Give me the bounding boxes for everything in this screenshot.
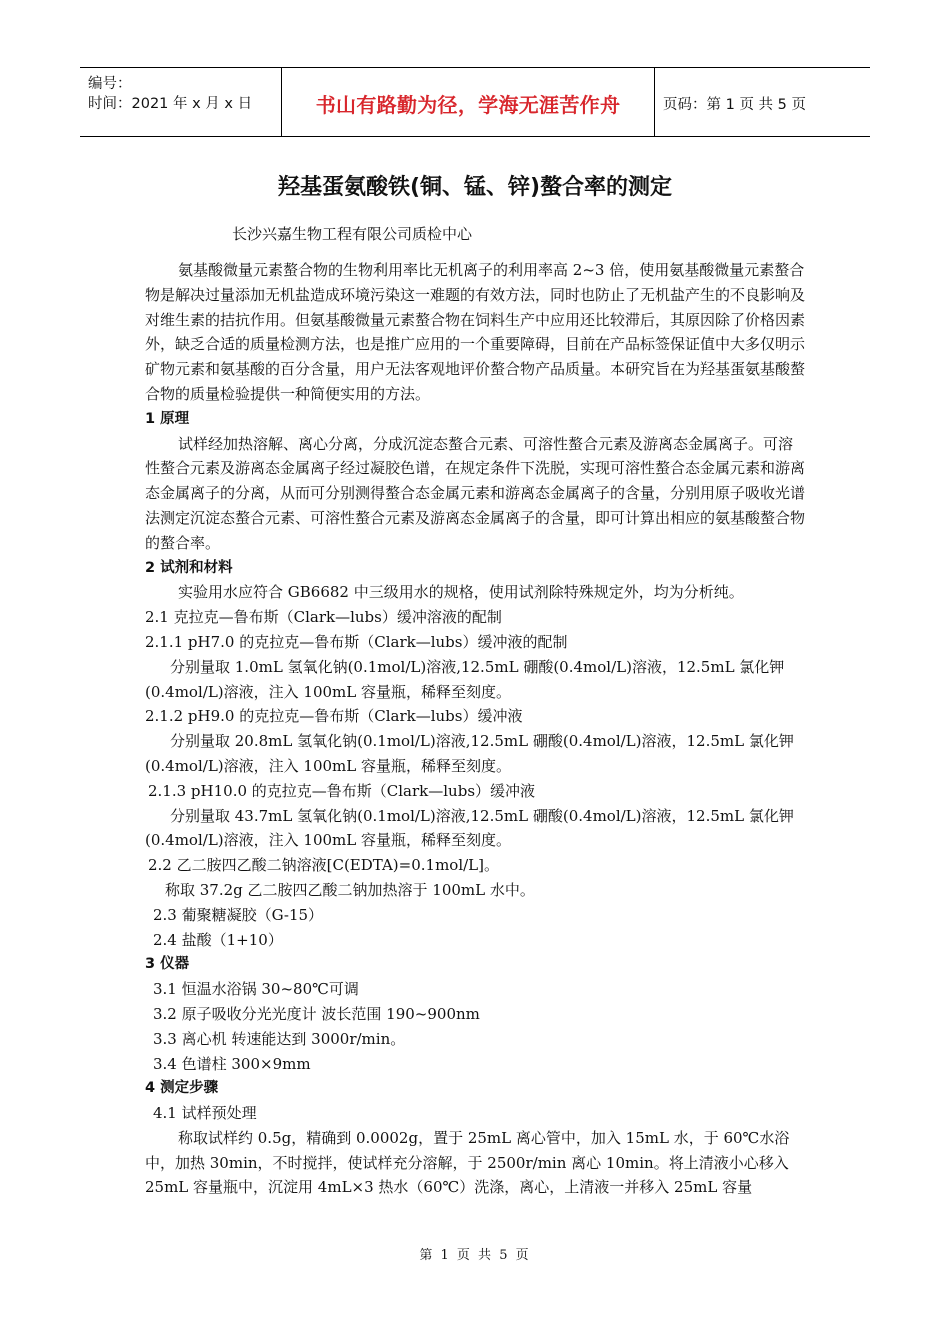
list-item: 3.4 色谱柱 300×9mm: [153, 1054, 311, 1073]
section-heading: 3 仪器: [145, 956, 190, 973]
subsection-heading: 2.1 克拉克—鲁布斯（Clark—lubs）缓冲溶液的配制: [145, 608, 502, 627]
subsection-heading: 2.1.3 pH10.0 的克拉克—鲁布斯（Clark—lubs）缓冲液: [148, 781, 536, 800]
section-heading: 4 测定步骤: [145, 1080, 219, 1097]
paragraph: 分别量取 1.0mL 氢氧化钠(0.1mol/L)溶液,12.5mL 硼酸(0.4mol/L)溶液，12.5mL 氯化钾(0.4mol/L)溶液，注入 100mL 容量瓶，稀释至刻度。: [145, 657, 785, 701]
paragraph: 称取 37.2g 乙二胺四乙酸二钠加热溶于 100mL 水中。: [165, 880, 535, 899]
subsection-heading: 2.3 葡聚糖凝胶（G-15）: [153, 905, 324, 924]
paragraph: 分别量取 43.7mL 氢氧化钠(0.1mol/L)溶液,12.5mL 硼酸(0.4mol/L)溶液，12.5mL 氯化钾(0.4mol/L)溶液，注入 100mL 容量瓶，稀释至刻度。: [145, 806, 794, 850]
subsection-heading: 2.2 乙二胺四乙酸二钠溶液[C(EDTA)=0.1mol/L]。: [148, 856, 499, 875]
author-line: 长沙兴嘉生物工程有限公司质检中心: [232, 225, 473, 243]
list-item: 3.3 离心机 转速能达到 3000r/min。: [153, 1029, 406, 1048]
subsection-heading: 4.1 试样预处理: [153, 1104, 257, 1123]
subsection-heading: 2.4 盐酸（1+10）: [153, 930, 283, 949]
list-item: 3.2 原子吸收分光光度计 波长范围 190~900nm: [153, 1004, 480, 1023]
paragraph: 分别量取 20.8mL 氢氧化钠(0.1mol/L)溶液,12.5mL 硼酸(0.4mol/L)溶液，12.5mL 氯化钾(0.4mol/L)溶液，注入 100mL 容量瓶，稀释至刻度。: [145, 732, 794, 775]
header-motto-cell: [282, 68, 655, 136]
time-label: 时间：2021 年 x 月 x 日: [88, 96, 253, 112]
header-page-cell: [655, 68, 870, 136]
header-meta-cell: [80, 68, 282, 136]
document-title: 羟基蛋氨酸铁(铜、锰、锌)螯合率的测定: [277, 175, 673, 200]
document-body: [145, 258, 807, 1200]
intro-paragraph: 氨基酸微量元素螯合物的生物利用率比无机离子的利用率高 2~3 倍，使用氨基酸微量元素螯合物是解决过量添加无机盐造成环境污染这一难题的有效方法，同时也防止了无机盐产生的不良影响及对维生素的拮抗作用。但氨基酸微量元素螯合物在饲料生产中应用还比较滞后，其原因除了价格因素外，缺乏合适的质量检测方法，也是推广应用的一个重要障碍，目前在产品标签保证值中大多仅明示矿物元素和氨基酸的百分含量，用户无法客观地评价螯合物产品质量。本研究旨在为羟基蛋氨基酸螯合物的质量检验提供一种简便实用的方法。: [145, 261, 806, 403]
page-footer: 第 1 页 共 5 页: [419, 1248, 531, 1263]
header-table: [80, 67, 870, 137]
section-heading: 1 原理: [145, 410, 190, 427]
subsection-heading: 2.1.2 pH9.0 的克拉克—鲁布斯（Clark—lubs）缓冲液: [145, 707, 523, 726]
paragraph: 试样经加热溶解、离心分离，分成沉淀态螯合元素、可溶性螯合元素及游离态金属离子。可溶性螯合元素及游离态金属离子经过凝胶色谱，在规定条件下洗脱，实现可溶性螯合态金属元素和游离态金属离子的分离，从而可分别测得螯合态金属元素和游离态金属离子的含量，分别用原子吸收光谱法测定沉淀态螯合元素、可溶性螯合元素及游离态金属离子的含量，即可计算出相应的氨基酸螯合物的螯合率。: [145, 434, 806, 552]
section-heading: 2 试剂和材料: [145, 559, 233, 576]
number-label: 编号：: [88, 76, 132, 92]
subsection-heading: 2.1.1 pH7.0 的克拉克—鲁布斯（Clark—lubs）缓冲液的配制: [145, 632, 568, 651]
list-item: 3.1 恒温水浴锅 30~80℃可调: [153, 980, 359, 999]
page-number-label: 页码：第 1 页 共 5 页: [663, 97, 806, 113]
paragraph: 实验用水应符合 GB6682 中三级用水的规格，使用试剂除特殊规定外，均为分析纯。: [178, 583, 744, 602]
paragraph: 称取试样约 0.5g，精确到 0.0002g，置于 25mL 离心管中，加入 15mL 水，于 60℃水浴中，加热 30min，不时搅拌，使试样充分溶解，于 2500r/min 离心 10min。将上清液小心移入 25mL 容量瓶中，沉淀用 4mL×3 热水（60℃）洗涤，离心，上清液一并移入 25mL 容量: [145, 1128, 790, 1197]
motto: 书山有路勤为径，学海无涯苦作舟: [315, 93, 621, 117]
